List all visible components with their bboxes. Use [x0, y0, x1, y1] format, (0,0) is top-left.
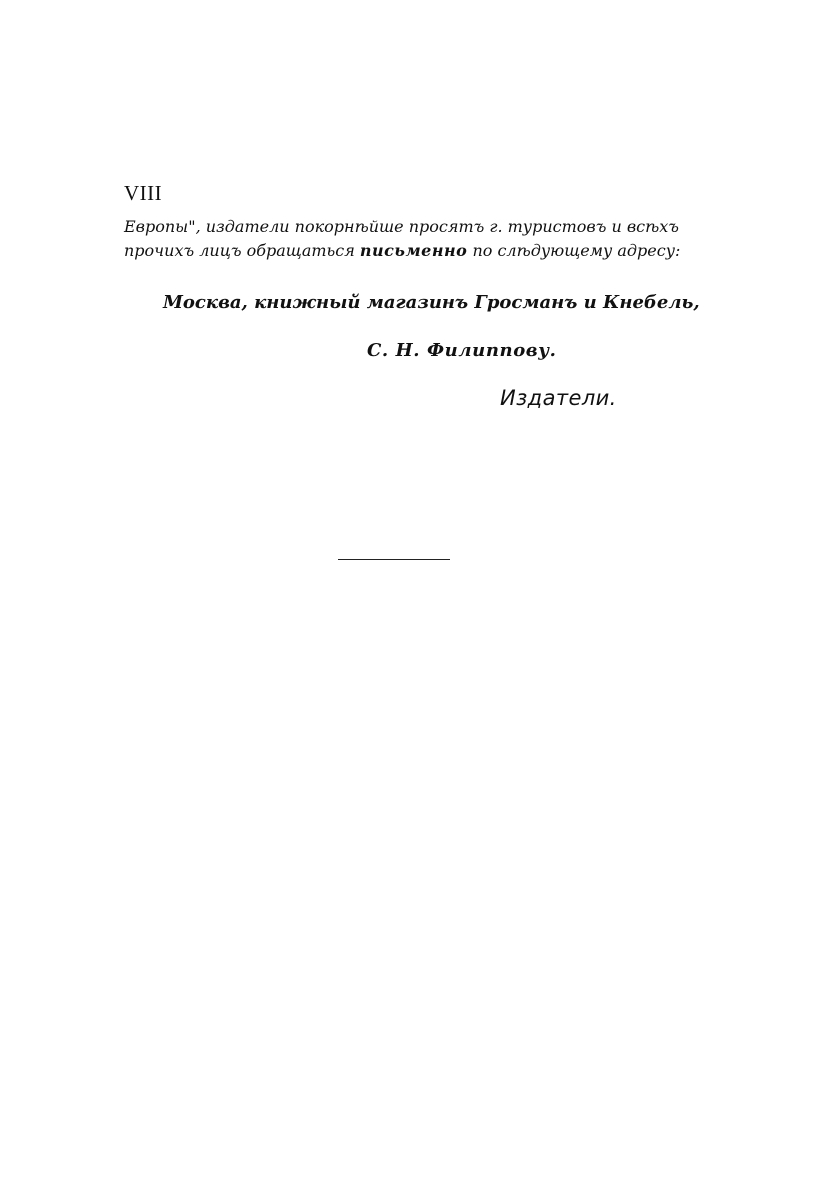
- paragraph-line-1: Европы", издатели покорнѣйше просятъ г. туристовъ и всѣхъ: [124, 217, 679, 236]
- paragraph-line-2: [124, 239, 680, 263]
- page-number: VIII: [124, 181, 163, 205]
- paragraph-line-2-start: прочихъ лицъ обращаться: [124, 241, 355, 260]
- body-paragraph: [124, 215, 680, 263]
- address-line-1: Москва, книжный магазинъ Гросманъ и Кнебель,: [163, 292, 700, 313]
- signature: Издатели.: [500, 386, 617, 410]
- paragraph-line-2-end: по слѣдующему адресу:: [472, 241, 681, 260]
- address-line-2: С. Н. Филиппову.: [367, 340, 557, 361]
- section-divider: [338, 559, 450, 560]
- emphasized-word: письменно: [359, 241, 468, 260]
